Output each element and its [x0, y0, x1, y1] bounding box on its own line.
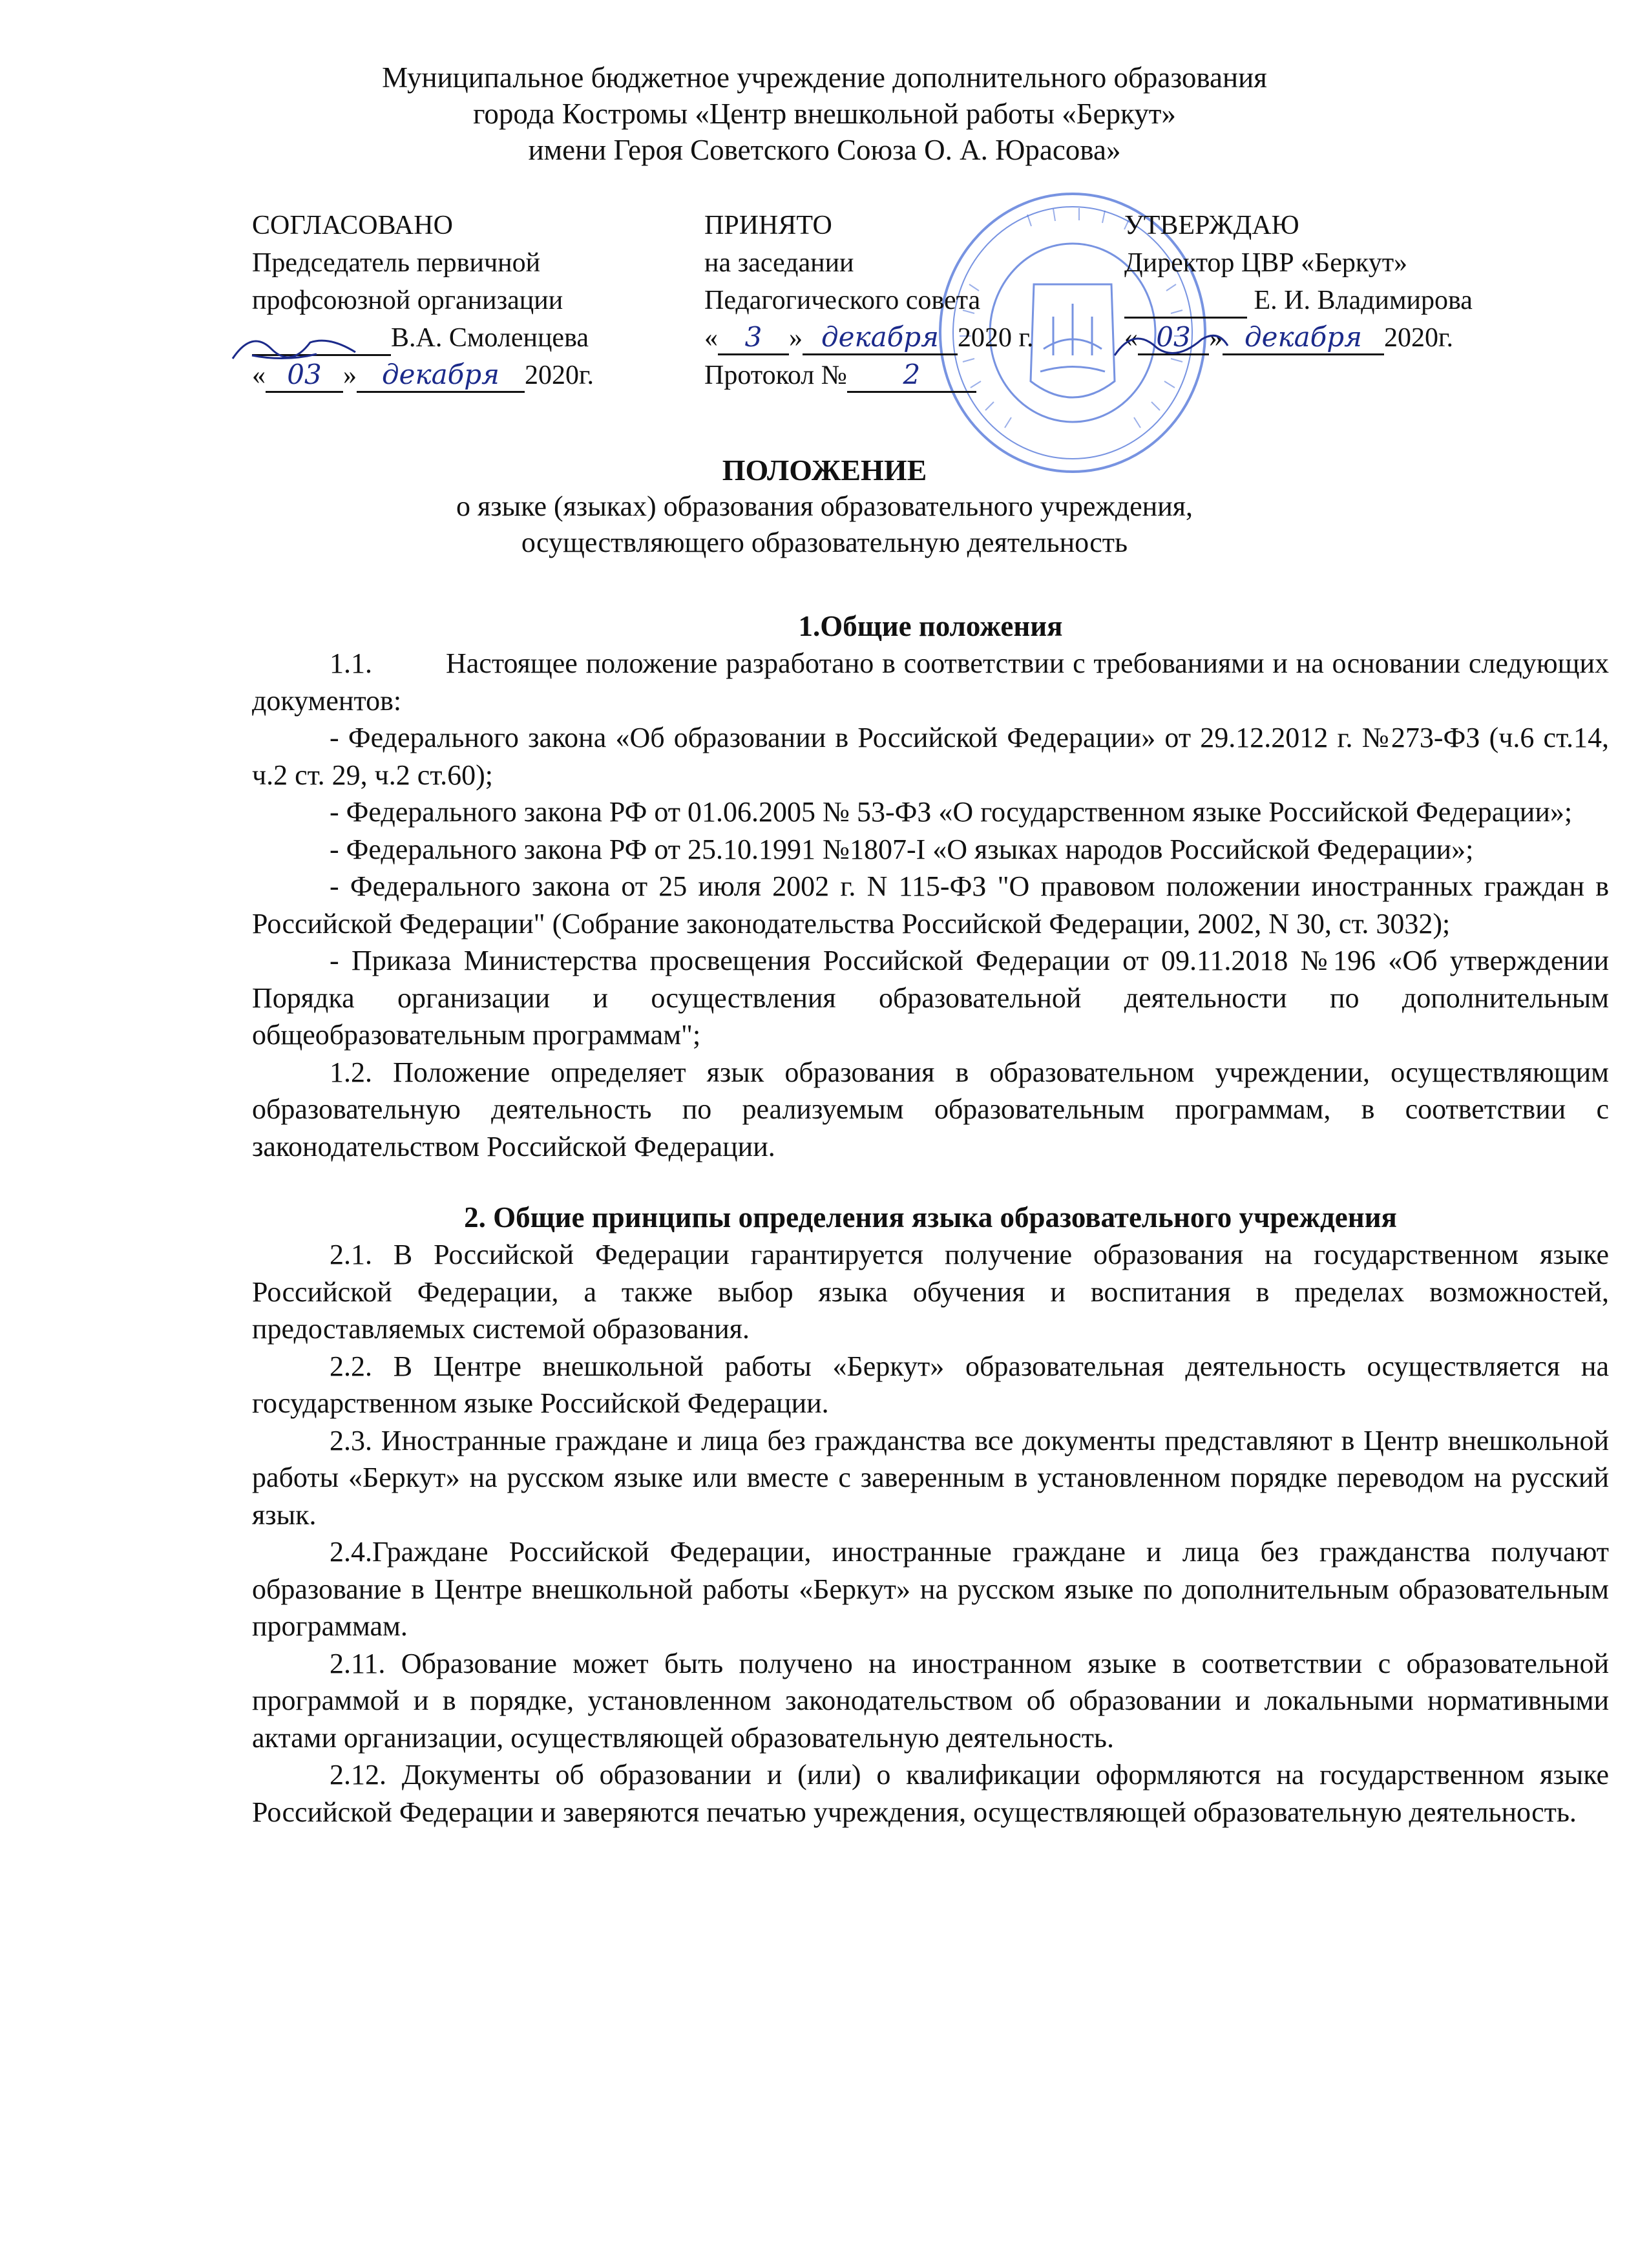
paragraph-1-2: 1.2. Положение определяет язык образования в образовательном учреждении, осуществляющим образовательную деятельность по реализуемым образовательным программам, в соответствии с законодательством Российской Федерации.: [252, 1056, 1609, 1162]
approved-date-day: 03: [1138, 321, 1209, 355]
spacer: [252, 1165, 1609, 1199]
agreed-name: В.А. Смоленцева: [391, 323, 589, 353]
approved-signature-icon: [1105, 323, 1234, 368]
paragraph-2-1: 2.1. В Российской Федерации гарантируется получение образования на государственном языке Российской Федерации, а также выбор языка обучения и воспитания в пределах возможностей, предоставляемых системой образования.: [252, 1239, 1609, 1345]
title-main: ПОЛОЖЕНИЕ: [722, 454, 927, 487]
paragraph-2-12: 2.12. Документы об образовании и (или) о квалификации оформляются на государственном языке Российской Федерации и заверяются печатью учреждения, осуществляющей образовательную деятельность.: [252, 1759, 1609, 1828]
document-reference-2: - Федерального закона РФ от 01.06.2005 № 53-ФЗ «О государственном языке Российской Федерации»;: [330, 796, 1573, 828]
approved-name-line: [1124, 282, 1473, 319]
accepted-protocol-label: Протокол №: [704, 361, 847, 390]
title-sub-1: о языке (языках) образования образовательного учреждения,: [456, 490, 1193, 522]
agreed-date-open-quote: «: [252, 361, 266, 390]
agreed-role-line-1: Председатель первичной: [252, 248, 541, 278]
organization-line-2: города Костромы «Центр внешкольной работы «Беркут»: [473, 98, 1176, 130]
document-title: [0, 452, 1649, 561]
accepted-line-2: Педагогического совета: [704, 286, 981, 315]
agreed-date-year: 2020г.: [525, 361, 594, 390]
document-reference-1: - Федерального закона «Об образовании в Российской Федерации» от 29.12.2012 г. №273-ФЗ (ч.6 ст.14, ч.2 ст. 29, ч.2 ст.60);: [252, 722, 1609, 791]
agreed-date-close-quote: »: [343, 361, 357, 390]
accepted-date: [704, 319, 1034, 357]
approved-name: Е. И. Владимирова: [1254, 286, 1473, 315]
paragraph-2-11: 2.11. Образование может быть получено на иностранном языке в соответствии с образовательной программой и в порядке, установленном законодательством об образовании и локальными нормативными актами организации, осуществляющей образовательную деятельность.: [252, 1647, 1609, 1754]
agreed-column: [252, 207, 594, 394]
accepted-protocol-number: 2: [847, 359, 976, 393]
organization-header: [0, 59, 1649, 168]
agreed-date-day: 03: [266, 359, 343, 393]
agreed-heading: СОГЛАСОВАНО: [252, 211, 453, 240]
approved-signature-blank: [1124, 284, 1247, 319]
organization-line-3: имени Героя Советского Союза О. А. Юрасова»: [528, 134, 1121, 166]
approved-date-close-quote: »: [1209, 323, 1223, 353]
approved-date-month: декабря: [1223, 321, 1384, 355]
document-body: [252, 607, 1609, 1831]
paragraph-1-1: [252, 645, 1609, 719]
document-reference-3: - Федерального закона РФ от 25.10.1991 №1807-I «О языках народов Российской Федерации»;: [330, 833, 1474, 865]
agreed-signature-icon: [226, 323, 375, 368]
paragraph-1-1-text: Настоящее положение разработано в соответствии с требованиями и на основании следующих документов:: [252, 647, 1609, 717]
document-reference-5: - Приказа Министерства просвещения Российской Федерации от 09.11.2018 №196 «Об утверждении Порядка организации и осуществления образовательной деятельности по дополнительным общеобразовательным программам";: [252, 945, 1609, 1051]
approval-block: [252, 207, 1544, 401]
accepted-date-month: декабря: [803, 321, 958, 355]
accepted-protocol: [704, 357, 1034, 394]
organization-line-1: Муниципальное бюджетное учреждение дополнительного образования: [382, 61, 1267, 94]
accepted-date-close-quote: »: [789, 323, 803, 353]
approved-date-year: 2020г.: [1384, 323, 1453, 353]
accepted-date-open-quote: «: [704, 323, 718, 353]
accepted-date-year: 2020 г.: [958, 323, 1034, 353]
approved-date-open-quote: «: [1124, 323, 1138, 353]
document-reference-4: - Федерального закона от 25 июля 2002 г. N 115-ФЗ "О правовом положении иностранных граждан в Российской Федерации" (Собрание законодательства Российской Федерации, 2002, N 30, ст. 3032);: [252, 870, 1609, 940]
section-1-heading: 1.Общие положения: [798, 610, 1063, 642]
approved-role: Директор ЦВР «Беркут»: [1124, 248, 1408, 278]
agreed-role-line-2: профсоюзной организации: [252, 286, 563, 315]
paragraph-2-2: 2.2. В Центре внешкольной работы «Беркут» образовательная деятельность осуществляется на государственном языке Российской Федерации.: [252, 1350, 1609, 1419]
agreed-date-month: декабря: [357, 359, 525, 393]
paragraph-1-1-number: 1.1.: [330, 647, 372, 679]
accepted-date-day: 3: [718, 321, 789, 355]
paragraph-2-4: 2.4.Граждане Российской Федерации, иностранные граждане и лица без гражданства получают образование в Центре внешкольной работы «Беркут» на русском языке по дополнительным образовательным программам.: [252, 1536, 1609, 1642]
accepted-line-1: на заседании: [704, 248, 854, 278]
section-2-heading: 2. Общие принципы определения языка образовательного учреждения: [464, 1201, 1397, 1234]
accepted-heading: ПРИНЯТО: [704, 211, 832, 240]
accepted-column: [704, 207, 1034, 394]
approved-heading: УТВЕРЖДАЮ: [1124, 211, 1299, 240]
title-sub-2: осуществляющего образовательную деятельность: [521, 527, 1128, 558]
paragraph-2-3: 2.3. Иностранные граждане и лица без гражданства все документы представляют в Центр внешкольной работы «Беркут» на русском языке или вместе с заверенным в установленном порядке переводом на русский язык.: [252, 1424, 1609, 1531]
